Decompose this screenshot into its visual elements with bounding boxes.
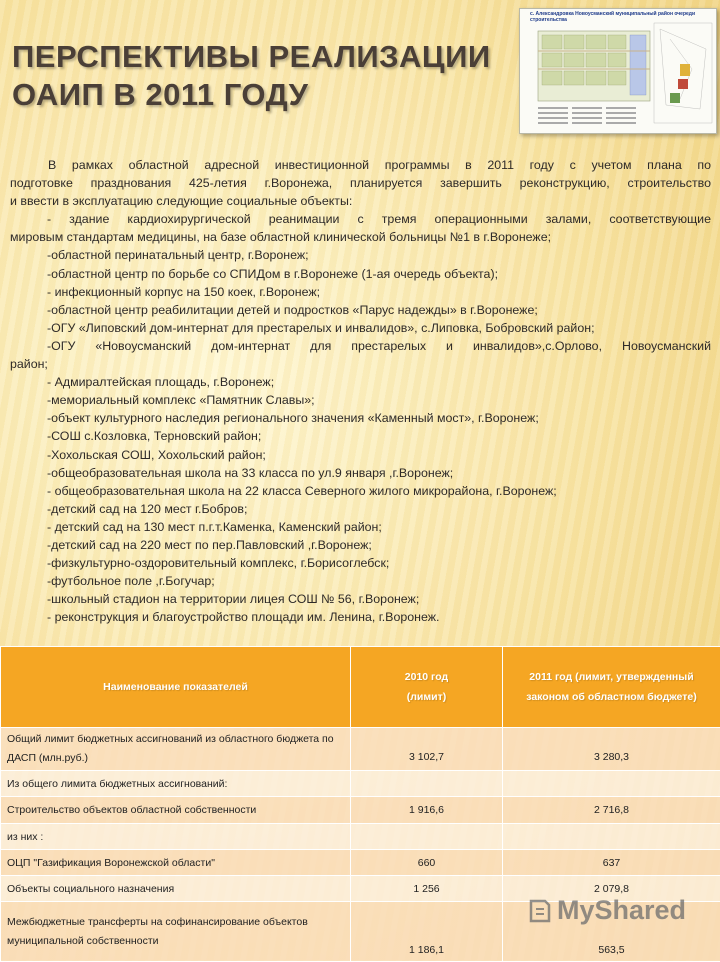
list-item: -школьный стадион на территории лицея СОШ № 56, г.Воронеж; bbox=[10, 590, 711, 608]
list-item: - общеобразовательная школа на 22 класса Северного жилого микрорайона, г.Воронеж; bbox=[10, 482, 711, 500]
row-2010: 1 916,6 bbox=[351, 797, 503, 824]
list-item: -ОГУ «Новоусманский дом-интернат для престарелых и инвалидов»,с.Орлово, Новоусманский bbox=[10, 337, 711, 355]
list-item: - здание кардиохирургической реанимации с тремя операционными залами, соответствующие bbox=[10, 210, 711, 228]
watermark-text: MyShared bbox=[557, 895, 686, 926]
row-2010: 1 186,1 bbox=[351, 902, 503, 962]
row-label: Строительство объектов областной собственности bbox=[1, 797, 351, 824]
table-row bbox=[1, 850, 720, 876]
row-label: Объекты социального назначения bbox=[1, 876, 351, 902]
list-item: -мемориальный комплекс «Памятник Славы»; bbox=[10, 391, 711, 409]
list-item: -Хохольская СОШ, Хохольский район; bbox=[10, 446, 711, 464]
row-label: ОЦП "Газификация Воронежской области" bbox=[1, 850, 351, 876]
intro-line-2: подготовке празднования 425-летия г.Воронежа, планируется завершить реконструкцию, строительство bbox=[10, 174, 711, 192]
row-2011: 2 079,8 bbox=[503, 876, 720, 902]
header-indicator: Наименование показателей bbox=[1, 647, 351, 728]
table-row bbox=[1, 771, 720, 797]
list-item: район; bbox=[10, 355, 711, 373]
row-2011: 563,5 bbox=[503, 902, 720, 962]
list-item: - инфекционный корпус на 150 коек, г.Воронеж; bbox=[10, 283, 711, 301]
intro-line-1: В рамках областной адресной инвестиционной программы в 2011 году с учетом плана по bbox=[10, 156, 711, 174]
row-2010: 3 102,7 bbox=[351, 728, 503, 771]
objects-list bbox=[10, 156, 711, 626]
list-item: -областной центр реабилитации детей и подростков «Парус надежды» в г.Воронеже; bbox=[10, 301, 711, 319]
list-item: -областной перинатальный центр, г.Воронеж; bbox=[10, 246, 711, 264]
myshared-watermark bbox=[527, 895, 686, 926]
row-label: Межбюджетные трансферты на софинансирование объектов муниципальной собственности bbox=[1, 902, 351, 962]
row-2011: 2 716,8 bbox=[503, 797, 720, 824]
myshared-logo-icon bbox=[527, 897, 553, 925]
header-2010: 2010 год (лимит) bbox=[351, 647, 503, 728]
table-row bbox=[1, 797, 720, 824]
row-2010: 1 256 bbox=[351, 876, 503, 902]
row-label: Общий лимит бюджетных ассигнований из областного бюджета по ДАСП (млн.руб.) bbox=[1, 728, 351, 771]
list-item: -СОШ с.Козловка, Терновский район; bbox=[10, 427, 711, 445]
row-2011 bbox=[503, 771, 720, 797]
list-item: -общеобразовательная школа на 33 класса по ул.9 января ,г.Воронеж; bbox=[10, 464, 711, 482]
thumbnail-caption: с. Александровка Новоусманский муниципальный район очереди строительства bbox=[530, 11, 712, 23]
row-2011: 3 280,3 bbox=[503, 728, 720, 771]
table-header-row bbox=[1, 647, 720, 728]
row-2010 bbox=[351, 824, 503, 850]
row-label: Из общего лимита бюджетных ассигнований: bbox=[1, 771, 351, 797]
list-item: -объект культурного наследия регионального значения «Каменный мост», г.Воронеж; bbox=[10, 409, 711, 427]
row-2010 bbox=[351, 771, 503, 797]
site-plan-image bbox=[520, 9, 716, 133]
list-item: -детский сад на 120 мест г.Бобров; bbox=[10, 500, 711, 518]
title-line-1: ПЕРСПЕКТИВЫ РЕАЛИЗАЦИИ bbox=[12, 38, 491, 76]
title-line-2: ОАИП В 2011 ГОДУ bbox=[12, 76, 491, 114]
table-row bbox=[1, 728, 720, 771]
site-plan-thumbnail bbox=[519, 8, 717, 134]
table-row bbox=[1, 824, 720, 850]
list-item: -детский сад на 220 мест по пер.Павловский ,г.Воронеж; bbox=[10, 536, 711, 554]
list-item: - Адмиралтейская площадь, г.Воронеж; bbox=[10, 373, 711, 391]
list-item: - реконструкция и благоустройство площади им. Ленина, г.Воронеж. bbox=[10, 608, 711, 626]
header-2011: 2011 год (лимит, утвержденный законом об областном бюджете) bbox=[503, 647, 720, 728]
row-2011: 637 bbox=[503, 850, 720, 876]
row-2010: 660 bbox=[351, 850, 503, 876]
page-title bbox=[12, 38, 491, 114]
list-item: - детский сад на 130 мест п.г.т.Каменка, Каменский район; bbox=[10, 518, 711, 536]
row-label: из них : bbox=[1, 824, 351, 850]
list-item: -областной центр по борьбе со СПИДом в г.Воронеже (1-ая очередь объекта); bbox=[10, 265, 711, 283]
list-item: -физкультурно-оздоровительный комплекс, г.Борисоглебск; bbox=[10, 554, 711, 572]
list-item: -футбольное поле ,г.Богучар; bbox=[10, 572, 711, 590]
row-2011 bbox=[503, 824, 720, 850]
list-item: -ОГУ «Липовский дом-интернат для престарелых и инвалидов», с.Липовка, Бобровский район; bbox=[10, 319, 711, 337]
intro-line-3: и ввести в эксплуатацию следующие социальные объекты: bbox=[10, 192, 711, 210]
list-item: мировым стандартам медицины, на базе областной клинической больницы №1 в г.Воронеже; bbox=[10, 228, 711, 246]
